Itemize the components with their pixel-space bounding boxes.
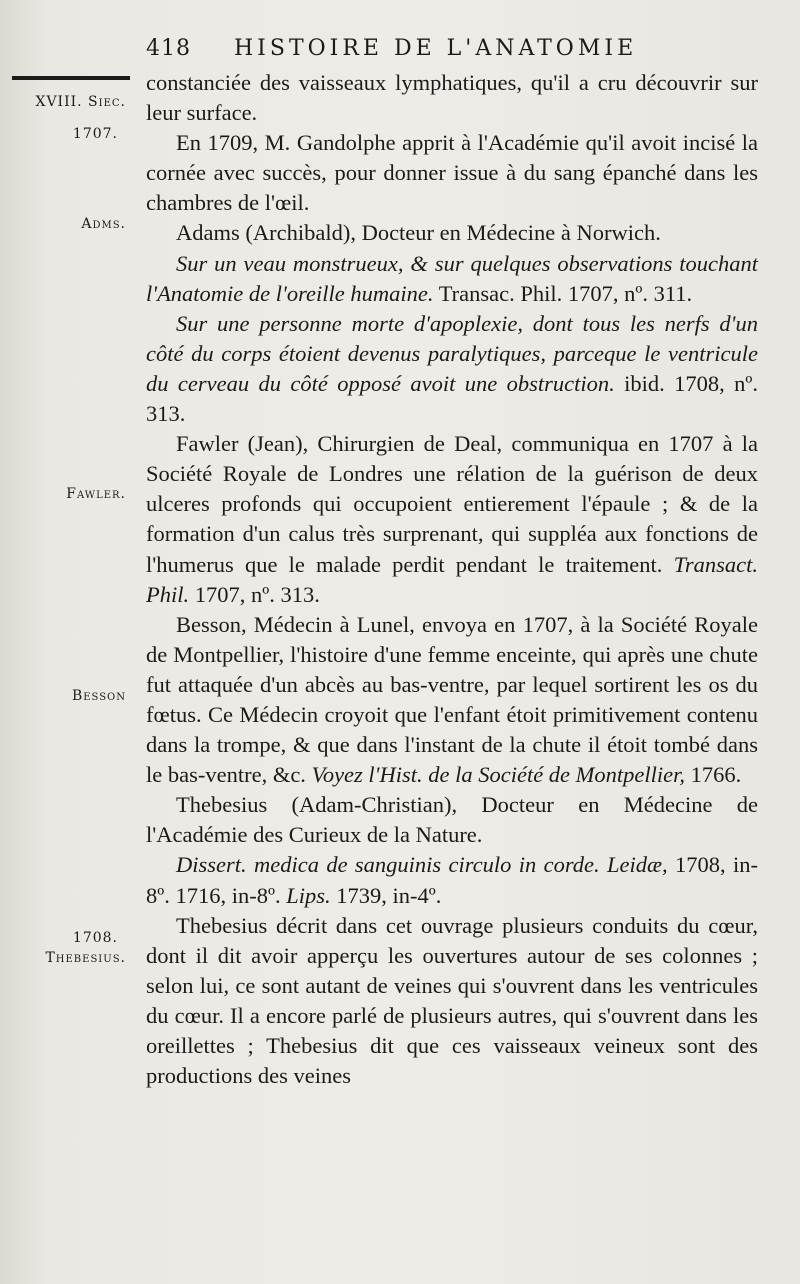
work-title: Dissert. medica de sanguinis circulo in corde. Leidæ, bbox=[176, 852, 668, 878]
work-title: Voyez l'Hist. de la Société de Montpellier, bbox=[311, 762, 686, 788]
margin-note-besson: Besson bbox=[71, 688, 126, 704]
margin-note-fawler: Fawler. bbox=[66, 486, 126, 502]
paragraph-adams-work-2 bbox=[146, 309, 758, 429]
page-body bbox=[146, 68, 758, 1091]
work-place: Lips. bbox=[286, 882, 331, 908]
paragraph-thebesius-work bbox=[146, 850, 758, 910]
work-citation: 1739, in-4º. bbox=[330, 882, 442, 908]
work-title: Sur une personne morte d'apoplexie, dont tous les nerfs d'un côté du corps étoient devenus paralytiques, parceque le ventricule du cerveau du côté opposé avoit une obstruction. bbox=[146, 310, 758, 396]
paragraph-gandolphe: En 1709, M. Gandolphe apprit à l'Académie qu'il avoit incisé la cornée avec succès, pour donner issue à du sang épanché dans les chambres de l'œil. bbox=[146, 130, 758, 216]
paragraph-text: Fawler (Jean), Chirurgien de Deal, communiqua en 1707 à la Société Royale de Londres une rélation de la guérison de deux ulceres profonds qui occupoient entierement l'épaule ; & de la formation d'un calus très surprenant, qui suppléa aux fonctions de l'humerus que le malade perdit pendant le traitement. bbox=[146, 431, 758, 577]
page-number: 418 bbox=[146, 36, 191, 61]
margin-note-year-1707: 1707. bbox=[72, 126, 118, 142]
paragraph-adams-work-1 bbox=[146, 249, 758, 309]
margin-note-year-1708: 1708. bbox=[72, 930, 118, 946]
margin-note-century: XVIII. Siec. bbox=[35, 94, 126, 110]
work-citation: 1708, in-8º. 1716, in-8º. bbox=[146, 852, 759, 908]
work-citation: ibid. 1708, nº. 313. bbox=[146, 370, 758, 427]
margin-note-thebesius: Thebesius. bbox=[45, 950, 126, 966]
margin-rule bbox=[12, 76, 130, 80]
work-title: Transact. Phil. bbox=[146, 551, 758, 607]
running-title: HISTOIRE DE L'ANATOMIE bbox=[234, 36, 638, 61]
running-header bbox=[146, 36, 786, 61]
paragraph-adams: Adams (Archibald), Docteur en Médecine à Norwich. bbox=[176, 220, 661, 246]
paragraph-fawler bbox=[146, 429, 758, 610]
work-citation: 1707, nº. 313. bbox=[189, 581, 320, 607]
paragraph-besson bbox=[146, 610, 758, 791]
paragraph-thebesius-description: Thebesius décrit dans cet ouvrage plusieurs conduits du cœur, dont il dit avoir apperçu les ouvertures autour de ses colonnes ; selon lui, ce sont autant de veines qui s'ouvrent dans les ventricules du cœur. Il a encore parlé de plusieurs autres, qui s'ouvrent dans les oreillettes ; Thebesius dit que ces vaisseaux veineux sont des productions des veines bbox=[146, 912, 758, 1089]
paragraph-text: Besson, Médecin à Lunel, envoya en 1707, à la Société Royale de Montpellier, l'histoire d'une femme enceinte, qui après une chute fut attaquée d'un abcès au bas-ventre, par lequel sortirent les os du fœtus. Ce Médecin croyoit que l'enfant étoit primitivement contenu dans la trompe, & que dans l'instant de la chute il étoit tombé dans le bas-ventre, &c. bbox=[146, 611, 758, 788]
work-title: Sur un veau monstrueux, & sur quelques observations touchant l'Anatomie de l'oreille humaine. bbox=[146, 250, 758, 306]
paragraph-thebesius: Thebesius (Adam-Christian), Docteur en Médecine de l'Académie des Curieux de la Nature. bbox=[146, 792, 758, 848]
margin-note-adams: Adms. bbox=[81, 216, 126, 232]
paragraph-lymphatics: constanciée des vaisseaux lymphatiques, qu'il a cru découvrir sur leur surface. bbox=[146, 70, 758, 126]
work-citation: Transac. Phil. 1707, nº. 311. bbox=[433, 280, 693, 306]
work-citation: 1766. bbox=[685, 762, 742, 788]
